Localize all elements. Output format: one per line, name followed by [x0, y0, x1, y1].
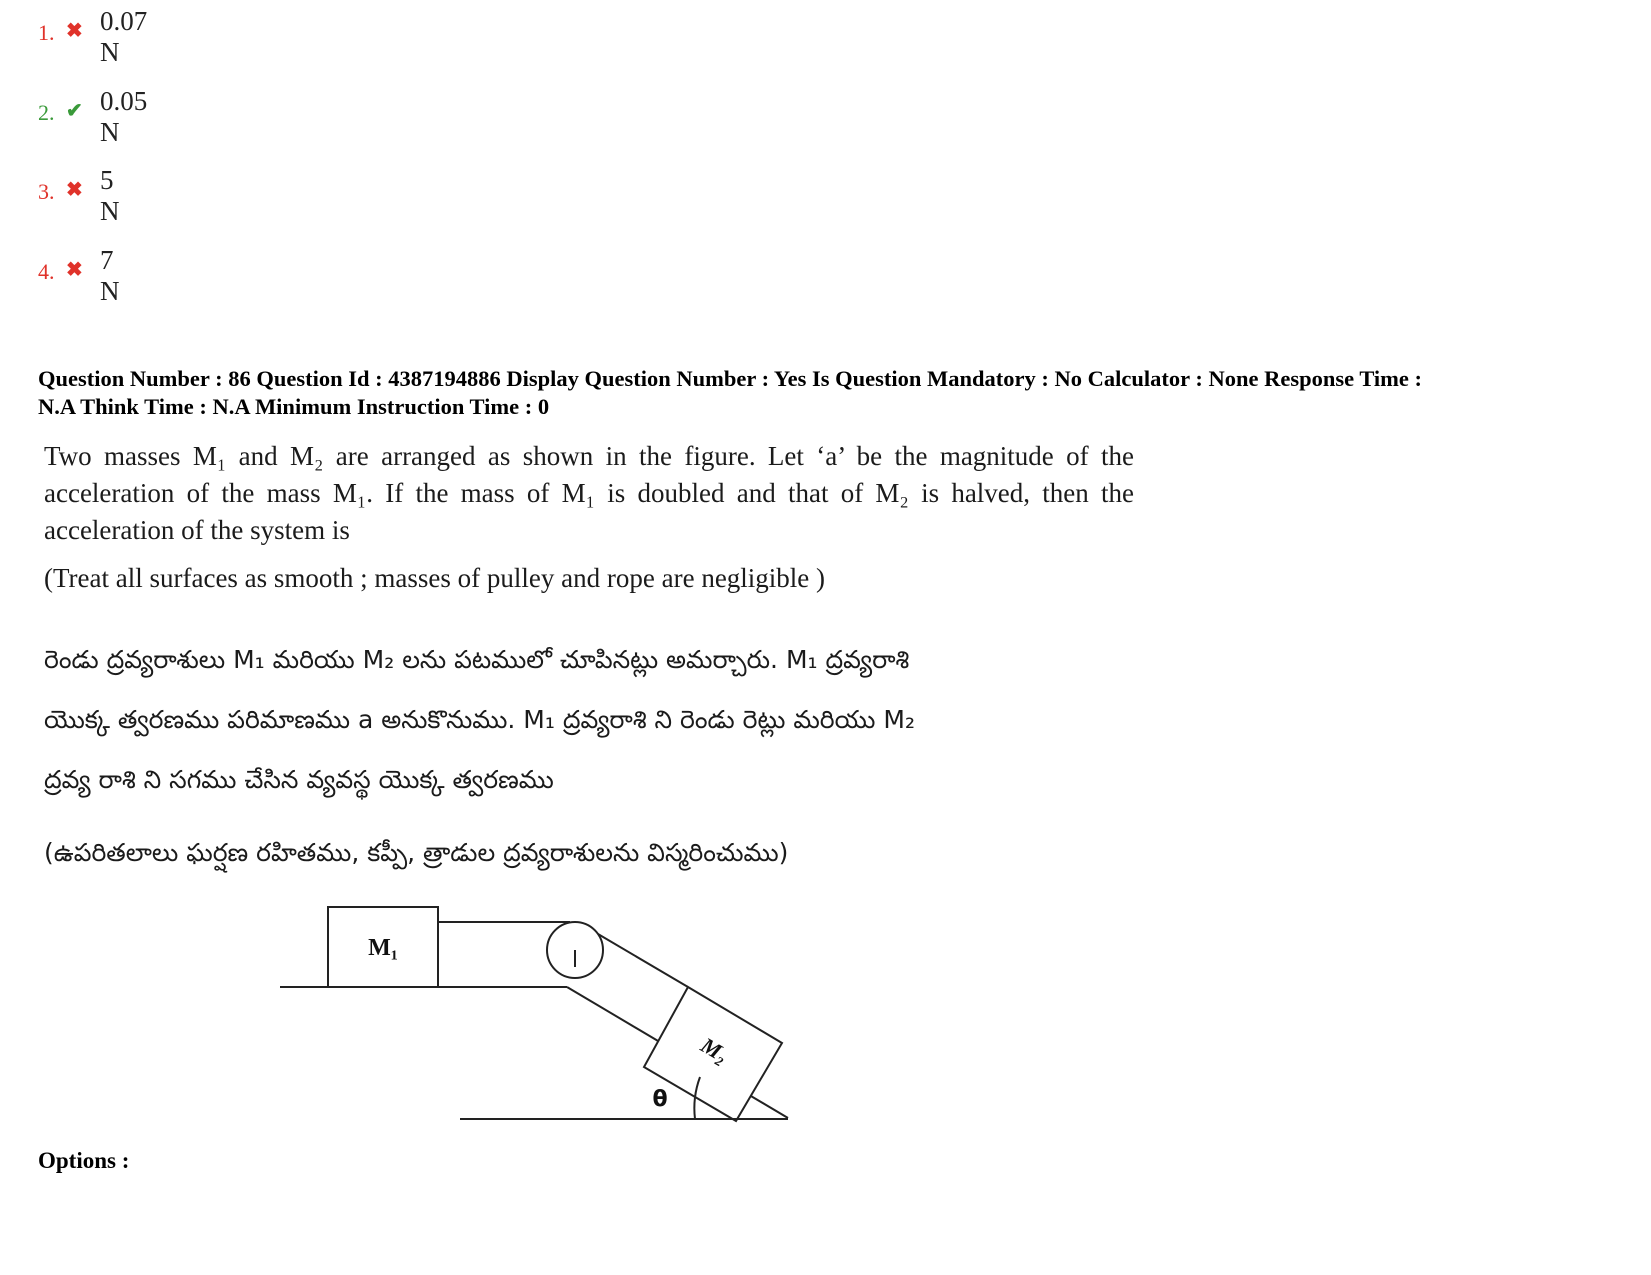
check-icon: ✔ — [66, 100, 83, 122]
telugu-line-1: రెండు ద్రవ్యరాశులు M₁ మరియు M₂ లను పటములో చూపినట్లు అమర్చారు. M₁ ద్రవ్యరాశి — [44, 645, 910, 674]
cross-icon: ✖ — [66, 179, 83, 201]
option-number: 4. — [38, 259, 55, 284]
rope-incline — [598, 934, 688, 987]
option-value: 0.07 N — [100, 6, 148, 67]
cross-icon: ✖ — [66, 20, 83, 42]
option-value: 5 N — [100, 165, 120, 226]
question-text-english: Two masses M₁ and M₂ are arranged as shown in the figure. Let ‘a’ be the magnitude of the acceleration of the mass M₁. If the mass of M₁ is doubled and that of M₂ is halved, then the acceleration of the system is — [44, 441, 1134, 545]
mass1-label: M₁ — [368, 935, 398, 961]
options-label: Options : — [38, 1148, 130, 1173]
mass2-label: M₂ — [696, 1032, 733, 1068]
pulley-figure — [280, 905, 800, 1145]
question-note-english: (Treat all surfaces as smooth ; masses of pulley and rope are negligible ) — [44, 563, 826, 593]
option-number: 2. — [38, 100, 55, 125]
telugu-line-2: యొక్క త్వరణము పరిమాణము a అనుకొనుము. M₁ ద్రవ్యరాశి ని రెండు రెట్లు మరియు M₂ — [44, 705, 915, 734]
cross-icon: ✖ — [66, 259, 83, 281]
option-value: 0.05 N — [100, 86, 148, 147]
angle-label: θ — [652, 1087, 668, 1112]
question-note-telugu: (ఉపరితలాలు ఘర్షణ రహితము, కప్పీ, త్రాడుల ద్రవ్యరాశులను విస్మరించుము) — [44, 838, 789, 867]
question-text-telugu — [44, 630, 1144, 810]
option-number: 1. — [38, 20, 55, 45]
telugu-line-3: ద్రవ్య రాశి ని సగము చేసిన వ్యవస్థ యొక్క త్వరణము — [44, 765, 554, 794]
question-meta — [38, 365, 1618, 421]
option-number: 3. — [38, 179, 55, 204]
question-meta-line1: Question Number : 86 Question Id : 4387194886 Display Question Number : Yes Is Question Mandatory : No Calculator : None Response Time : — [38, 366, 1423, 391]
question-meta-line2: N.A Think Time : N.A Minimum Instruction Time : 0 — [38, 394, 550, 419]
option-value: 7 N — [100, 245, 120, 306]
